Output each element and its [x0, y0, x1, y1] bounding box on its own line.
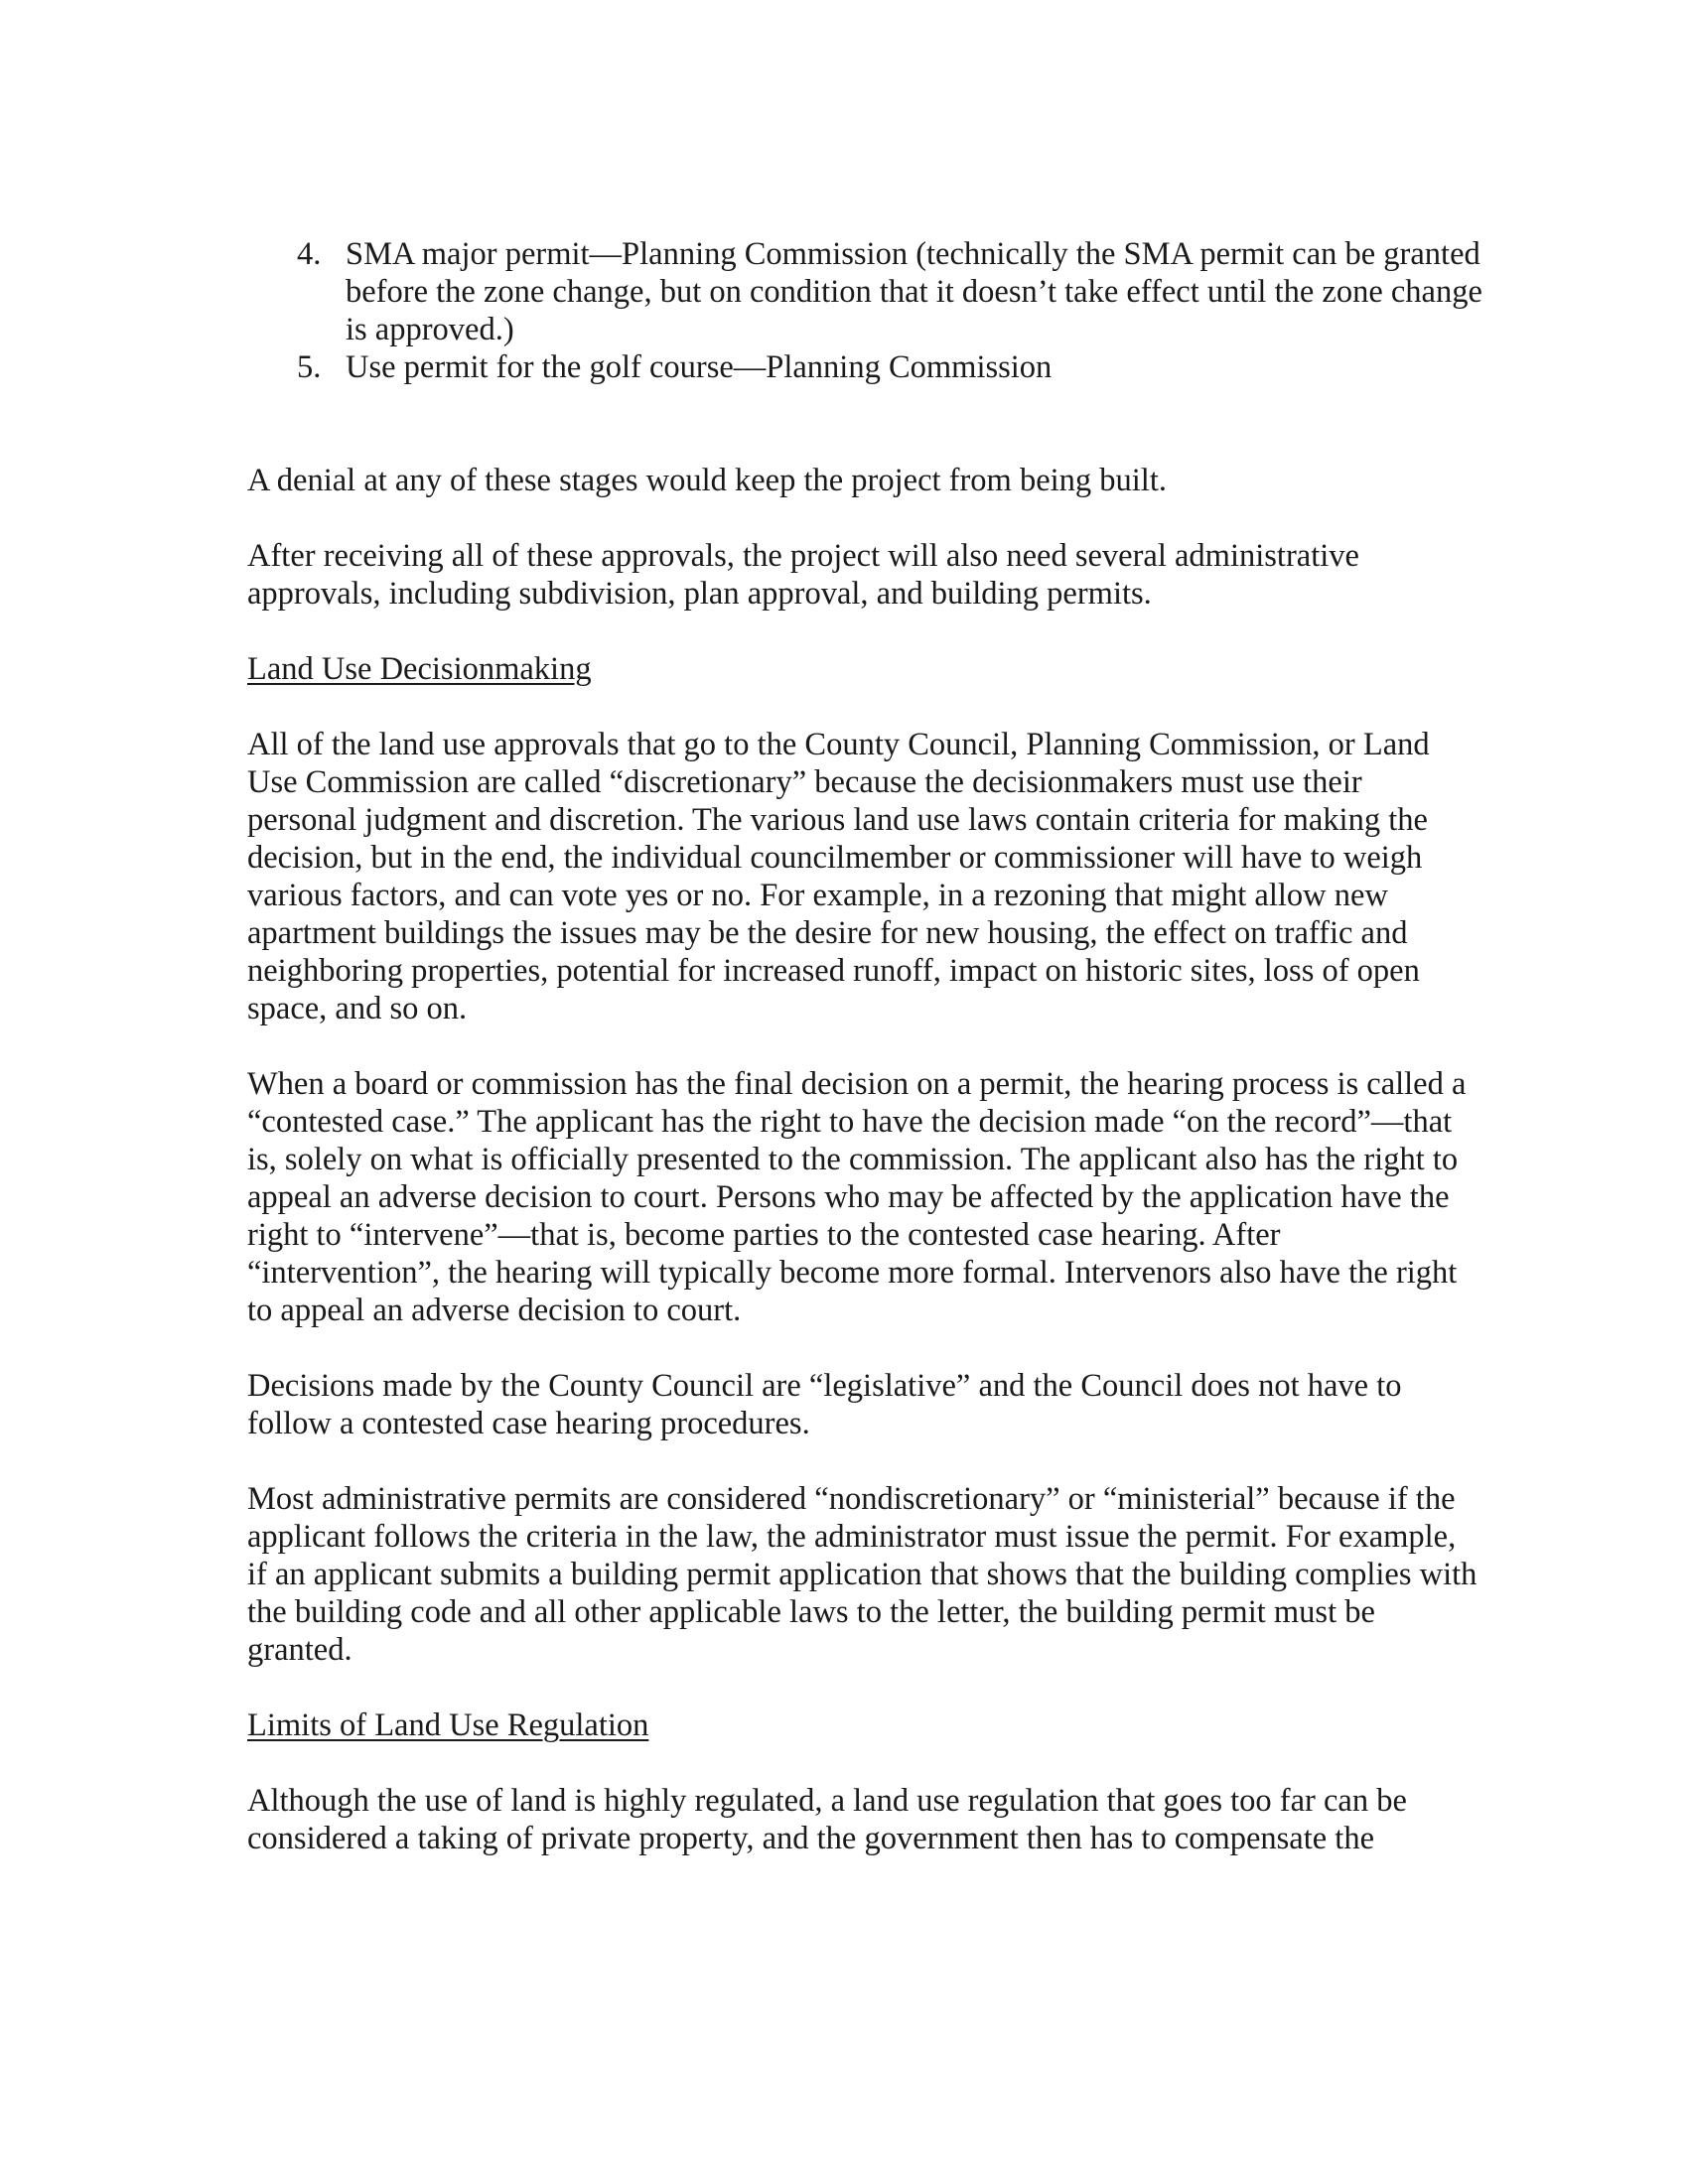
paragraph-after-approvals: After receiving all of these approvals, the project will also need several administrative approvals, including subdivision, plan approval, and building permits. [247, 538, 1359, 612]
paragraph-ministerial: Most administrative permits are considered “nondiscretionary” or “ministerial” because if the applicant follows the criteria in the law, the administrator must issue the permit. For example, if an applicant submits a building permit application that shows that the building complies with the building code and all other applicable laws to the letter, the building permit must be granted. [247, 1481, 1477, 1668]
list-item-text: Use permit for the golf course—Planning Commission [346, 349, 1053, 385]
numbered-list [247, 235, 1488, 386]
paragraph-taking: Although the use of land is highly regulated, a land use regulation that goes too far can be considered a taking of private property, and the government then has to compensate the [247, 1783, 1407, 1856]
section-heading-decisionmaking: Land Use Decisionmaking [247, 651, 592, 687]
list-item-text: SMA major permit—Planning Commission (technically the SMA permit can be granted before the zone change, but on condition that it doesn’t take effect until the zone change is approved.) [346, 236, 1482, 347]
paragraph-discretionary: All of the land use approvals that go to the County Council, Planning Commission, or Land Use Commission are called “discretionary” because the decisionmakers must use their personal judgment and discretion. The various land use laws contain criteria for making the decision, but in the end, the individual councilmember or commissioner will have to weigh various factors, and can vote yes or no. For example, in a rezoning that might allow new apartment buildings the issues may be the desire for new housing, the effect on traffic and neighboring properties, potential for increased runoff, impact on historic sites, loss of open space, and so on. [247, 727, 1430, 1026]
list-item-number: 4. [297, 236, 322, 272]
list-item [247, 235, 1488, 348]
list-item [247, 348, 1488, 386]
section-heading-limits: Limits of Land Use Regulation [247, 1707, 649, 1743]
paragraph-denial: A denial at any of these stages would keep the project from being built. [247, 463, 1167, 498]
paragraph-contested-case: When a board or commission has the final decision on a permit, the hearing process is called a “contested case.” The applicant has the right to have the decision made “on the record”—that is, solely on what is officially presented to the commission. The applicant also has the right to appeal an adverse decision to court. Persons who may be affected by the application have the right to “intervene”—that is, become parties to the contested case hearing. After “intervention”, the hearing will typically become more formal. Intervenors also have the right to appeal an adverse decision to court. [247, 1066, 1467, 1328]
list-item-number: 5. [297, 349, 322, 385]
paragraph-legislative: Decisions made by the County Council are “legislative” and the Council does not have to follow a contested case hearing procedures. [247, 1368, 1402, 1441]
